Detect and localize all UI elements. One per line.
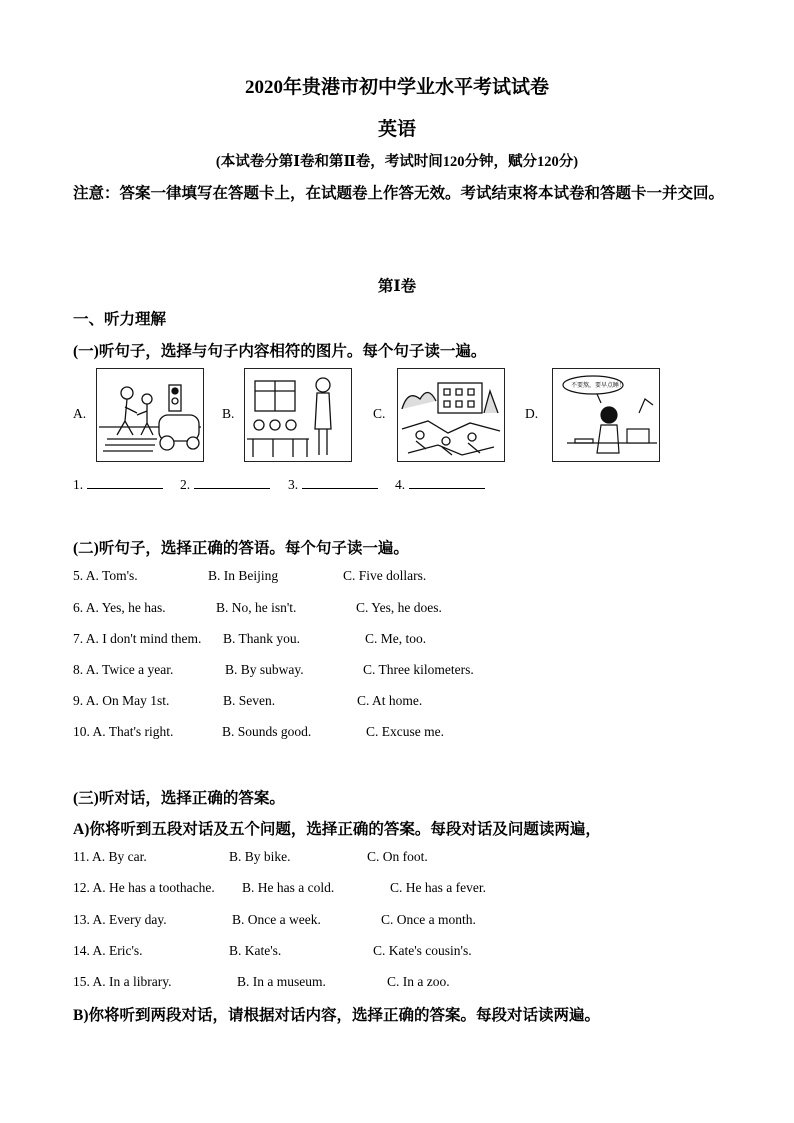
q7-option-a[interactable]: 7. A. I don't mind them.: [73, 631, 202, 646]
answer-slot-2[interactable]: [180, 476, 270, 493]
q6-option-c[interactable]: C. Yes, he does.: [356, 600, 442, 615]
q6-option-a[interactable]: 6. A. Yes, he has.: [73, 600, 166, 615]
answer-blank[interactable]: [87, 476, 163, 489]
part2-heading: (二)听句子，选择正确的答语。每个句子读一遍。: [73, 540, 409, 557]
speech-bubble-text: 不要熬，要早点睡！: [571, 382, 626, 389]
answer-slot-number: 3.: [288, 477, 299, 492]
q8-option-b[interactable]: B. By subway.: [225, 662, 304, 677]
q15-option-a[interactable]: 15. A. In a library.: [73, 974, 172, 989]
answer-blank[interactable]: [194, 476, 270, 489]
picture-a-label: A.: [73, 406, 87, 421]
q5-option-c[interactable]: C. Five dollars.: [343, 568, 427, 583]
q10-option-b[interactable]: B. Sounds good.: [222, 724, 312, 739]
exam-subtitle: (本试卷分第Ⅰ卷和第Ⅱ卷，考试时间120分钟，赋分120分): [215, 154, 579, 170]
q5-option-a[interactable]: 5. A. Tom's.: [73, 568, 138, 583]
volume-heading: 第Ⅰ卷: [377, 278, 417, 295]
answer-slot-3[interactable]: [288, 476, 378, 493]
q11-option-c[interactable]: C. On foot.: [367, 849, 428, 864]
part3-sub-b-heading: B)你将听到两段对话，请根据对话内容，选择正确的答案。每段对话读两遍。: [73, 1007, 601, 1024]
q15-option-b[interactable]: B. In a museum.: [237, 974, 326, 989]
q13-option-c[interactable]: C. Once a month.: [381, 912, 476, 927]
exam-title: 2020年贵港市初中学业水平考试试卷: [244, 77, 549, 98]
q12-option-a[interactable]: 12. A. He has a toothache.: [73, 880, 215, 895]
classroom-teacher-scene-image: [244, 368, 352, 462]
q13-option-a[interactable]: 13. A. Every day.: [73, 912, 167, 927]
q10-option-a[interactable]: 10. A. That's right.: [73, 724, 174, 739]
crosswalk-traffic-scene-image: [96, 368, 204, 462]
exam-subject: 英语: [377, 119, 416, 140]
q15-option-c[interactable]: C. In a zoo.: [387, 974, 450, 989]
q14-option-b[interactable]: B. Kate's.: [229, 943, 282, 958]
part3-heading: (三)听对话，选择正确的答案。: [73, 790, 285, 807]
q9-option-a[interactable]: 9. A. On May 1st.: [73, 693, 170, 708]
q11-option-b[interactable]: B. By bike.: [229, 849, 291, 864]
q9-option-c[interactable]: C. At home.: [357, 693, 423, 708]
q12-option-c[interactable]: C. He has a fever.: [390, 880, 486, 895]
part1-heading: (一)听句子，选择与句子内容相符的图片。每个句子读一遍。: [73, 343, 487, 360]
q12-option-b[interactable]: B. He has a cold.: [242, 880, 335, 895]
q10-option-c[interactable]: C. Excuse me.: [366, 724, 444, 739]
q9-option-b[interactable]: B. Seven.: [223, 693, 276, 708]
part3-sub-a-heading: A)你将听到五段对话及五个问题，选择正确的答案。每段对话及问题读两遍，: [73, 821, 601, 838]
q7-option-c[interactable]: C. Me, too.: [365, 631, 427, 646]
answer-slot-number: 2.: [180, 477, 191, 492]
exam-notice: 注意：答案一律填写在答题卡上，在试题卷上作答无效。考试结束将本试卷和答题卡一并交回。: [73, 185, 725, 202]
picture-b-label: B.: [222, 406, 235, 421]
section-heading-listening: 一、听力理解: [73, 311, 167, 328]
answer-blank[interactable]: [409, 476, 485, 489]
q14-option-a[interactable]: 14. A. Eric's.: [73, 943, 143, 958]
earthquake-rescue-scene-image: [397, 368, 505, 462]
answer-slot-number: 1.: [73, 477, 84, 492]
answer-blank[interactable]: [302, 476, 378, 489]
answer-slot-4[interactable]: [395, 476, 485, 493]
q5-option-b[interactable]: B. In Beijing: [208, 568, 279, 583]
q11-option-a[interactable]: 11. A. By car.: [73, 849, 147, 864]
picture-d-label: D.: [525, 406, 539, 421]
answer-slot-number: 4.: [395, 477, 406, 492]
answer-slot-1[interactable]: [73, 476, 163, 493]
q8-option-a[interactable]: 8. A. Twice a year.: [73, 662, 174, 677]
student-desk-study-scene-image: [552, 368, 660, 462]
picture-c-label: C.: [373, 406, 386, 421]
q8-option-c[interactable]: C. Three kilometers.: [363, 662, 474, 677]
q7-option-b[interactable]: B. Thank you.: [223, 631, 300, 646]
q13-option-b[interactable]: B. Once a week.: [232, 912, 321, 927]
q6-option-b[interactable]: B. No, he isn't.: [216, 600, 297, 615]
q14-option-c[interactable]: C. Kate's cousin's.: [373, 943, 472, 958]
